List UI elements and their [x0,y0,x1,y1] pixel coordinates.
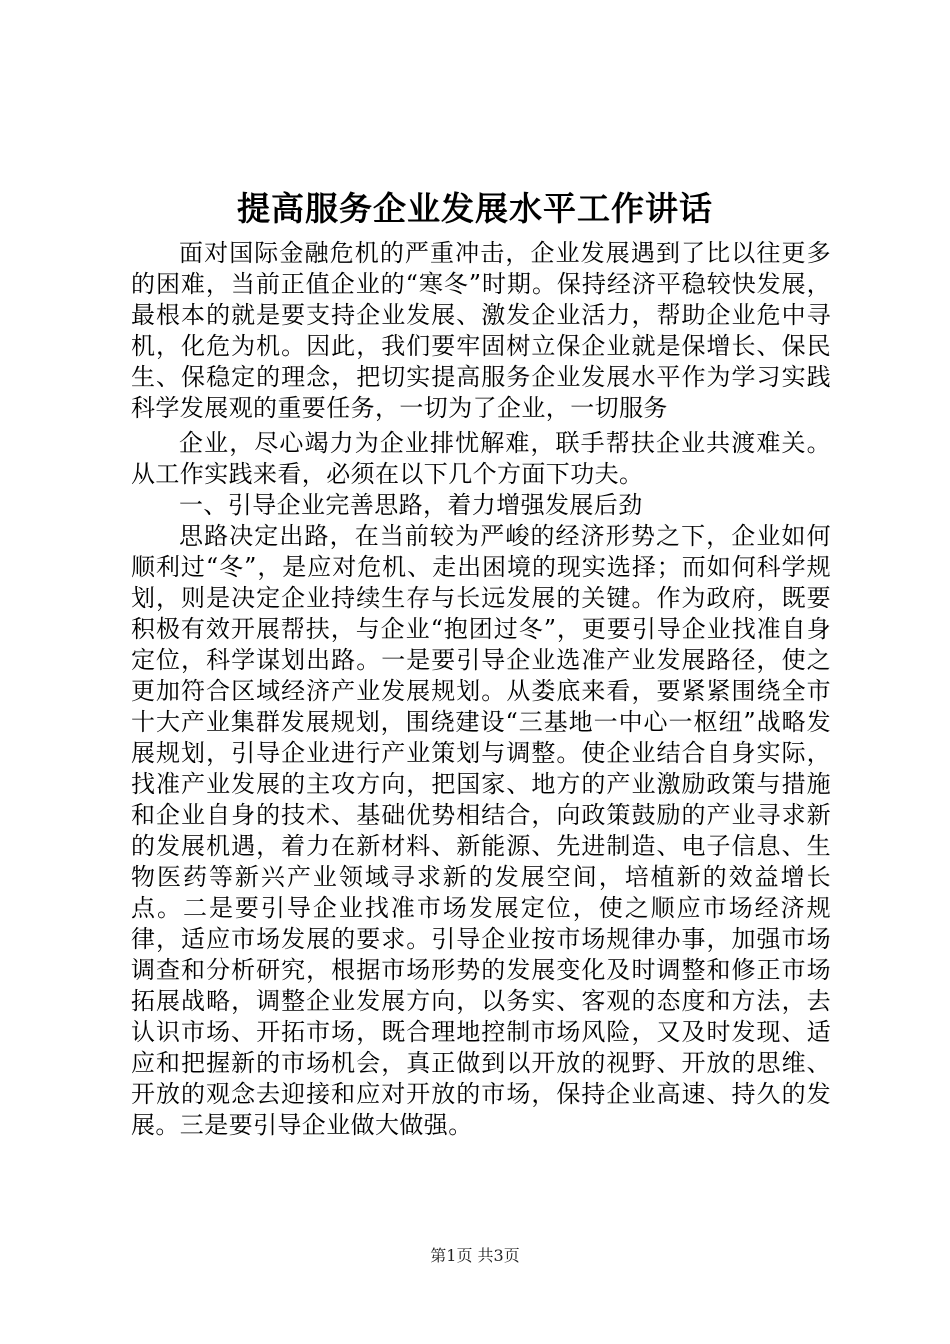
paragraph-section-body: 思路决定出路，在当前较为严峻的经济形势之下，企业如何顺利过“冬”，是应对危机、走出困境的现实选择；而如何科学规划，则是决定企业持续生存与长远发展的关键。作为政府，既要积极有效开展帮扶，与企业“抱团过冬”，更要引导企业找准自身定位，科学谋划出路。一是要引导企业选准产业发展路径，使之更加符合区域经济产业发展规划。从娄底来看，要紧紧围绕全市十大产业集群发展规划，围绕建设“三基地一中心一枢纽”战略发展规划，引导企业进行产业策划与调整。使企业结合自身实际，找准产业发展的主攻方向，把国家、地方的产业激励政策与措施和企业自身的技术、基础优势相结合，向政策鼓励的产业寻求新的发展机遇，着力在新材料、新能源、先进制造、电子信息、生物医药等新兴产业领域寻求新的发展空间，培植新的效益增长点。二是要引导企业找准市场发展定位，使之顺应市场经济规律，适应市场发展的要求。引导企业按市场规律办事，加强市场调查和分析研究，根据市场形势的发展变化及时调整和修正市场拓展战略，调整企业发展方向，以务实、客观的态度和方法，去认识市场、开拓市场，既合理地控制市场风险，又及时发现、适应和把握新的市场机会，真正做到以开放的视野、开放的思维、开放的观念去迎接和应对开放的市场，保持企业高速、持久的发展。三是要引导企业做大做强。 [131,522,831,1139]
section-heading: 一、引导企业完善思路，着力增强发展后劲 [179,491,643,519]
page-title: 提高服务企业发展水平工作讲话 [237,189,713,228]
paragraph-intro: 面对国际金融危机的严重冲击，企业发展遇到了比以往更多的困难，当前正值企业的“寒冬”时期。保持经济平稳较快发展，最根本的就是要支持企业发展、激发企业活力，帮助企业危中寻机，化危为机。因此，我们要牢固树立保企业就是保增长、保民生、保稳定的理念，把切实提高服务企业发展水平作为学习实践科学发展观的重要任务，一切为了企业，一切服务 [131,239,831,422]
page-footer: 第1页 共3页 [430,1246,520,1265]
paragraph-continuation: 企业，尽心竭力为企业排忧解难，联手帮扶企业共渡难关。从工作实践来看，必须在以下几个方面下功夫。 [131,429,831,488]
document-body [131,238,831,1141]
